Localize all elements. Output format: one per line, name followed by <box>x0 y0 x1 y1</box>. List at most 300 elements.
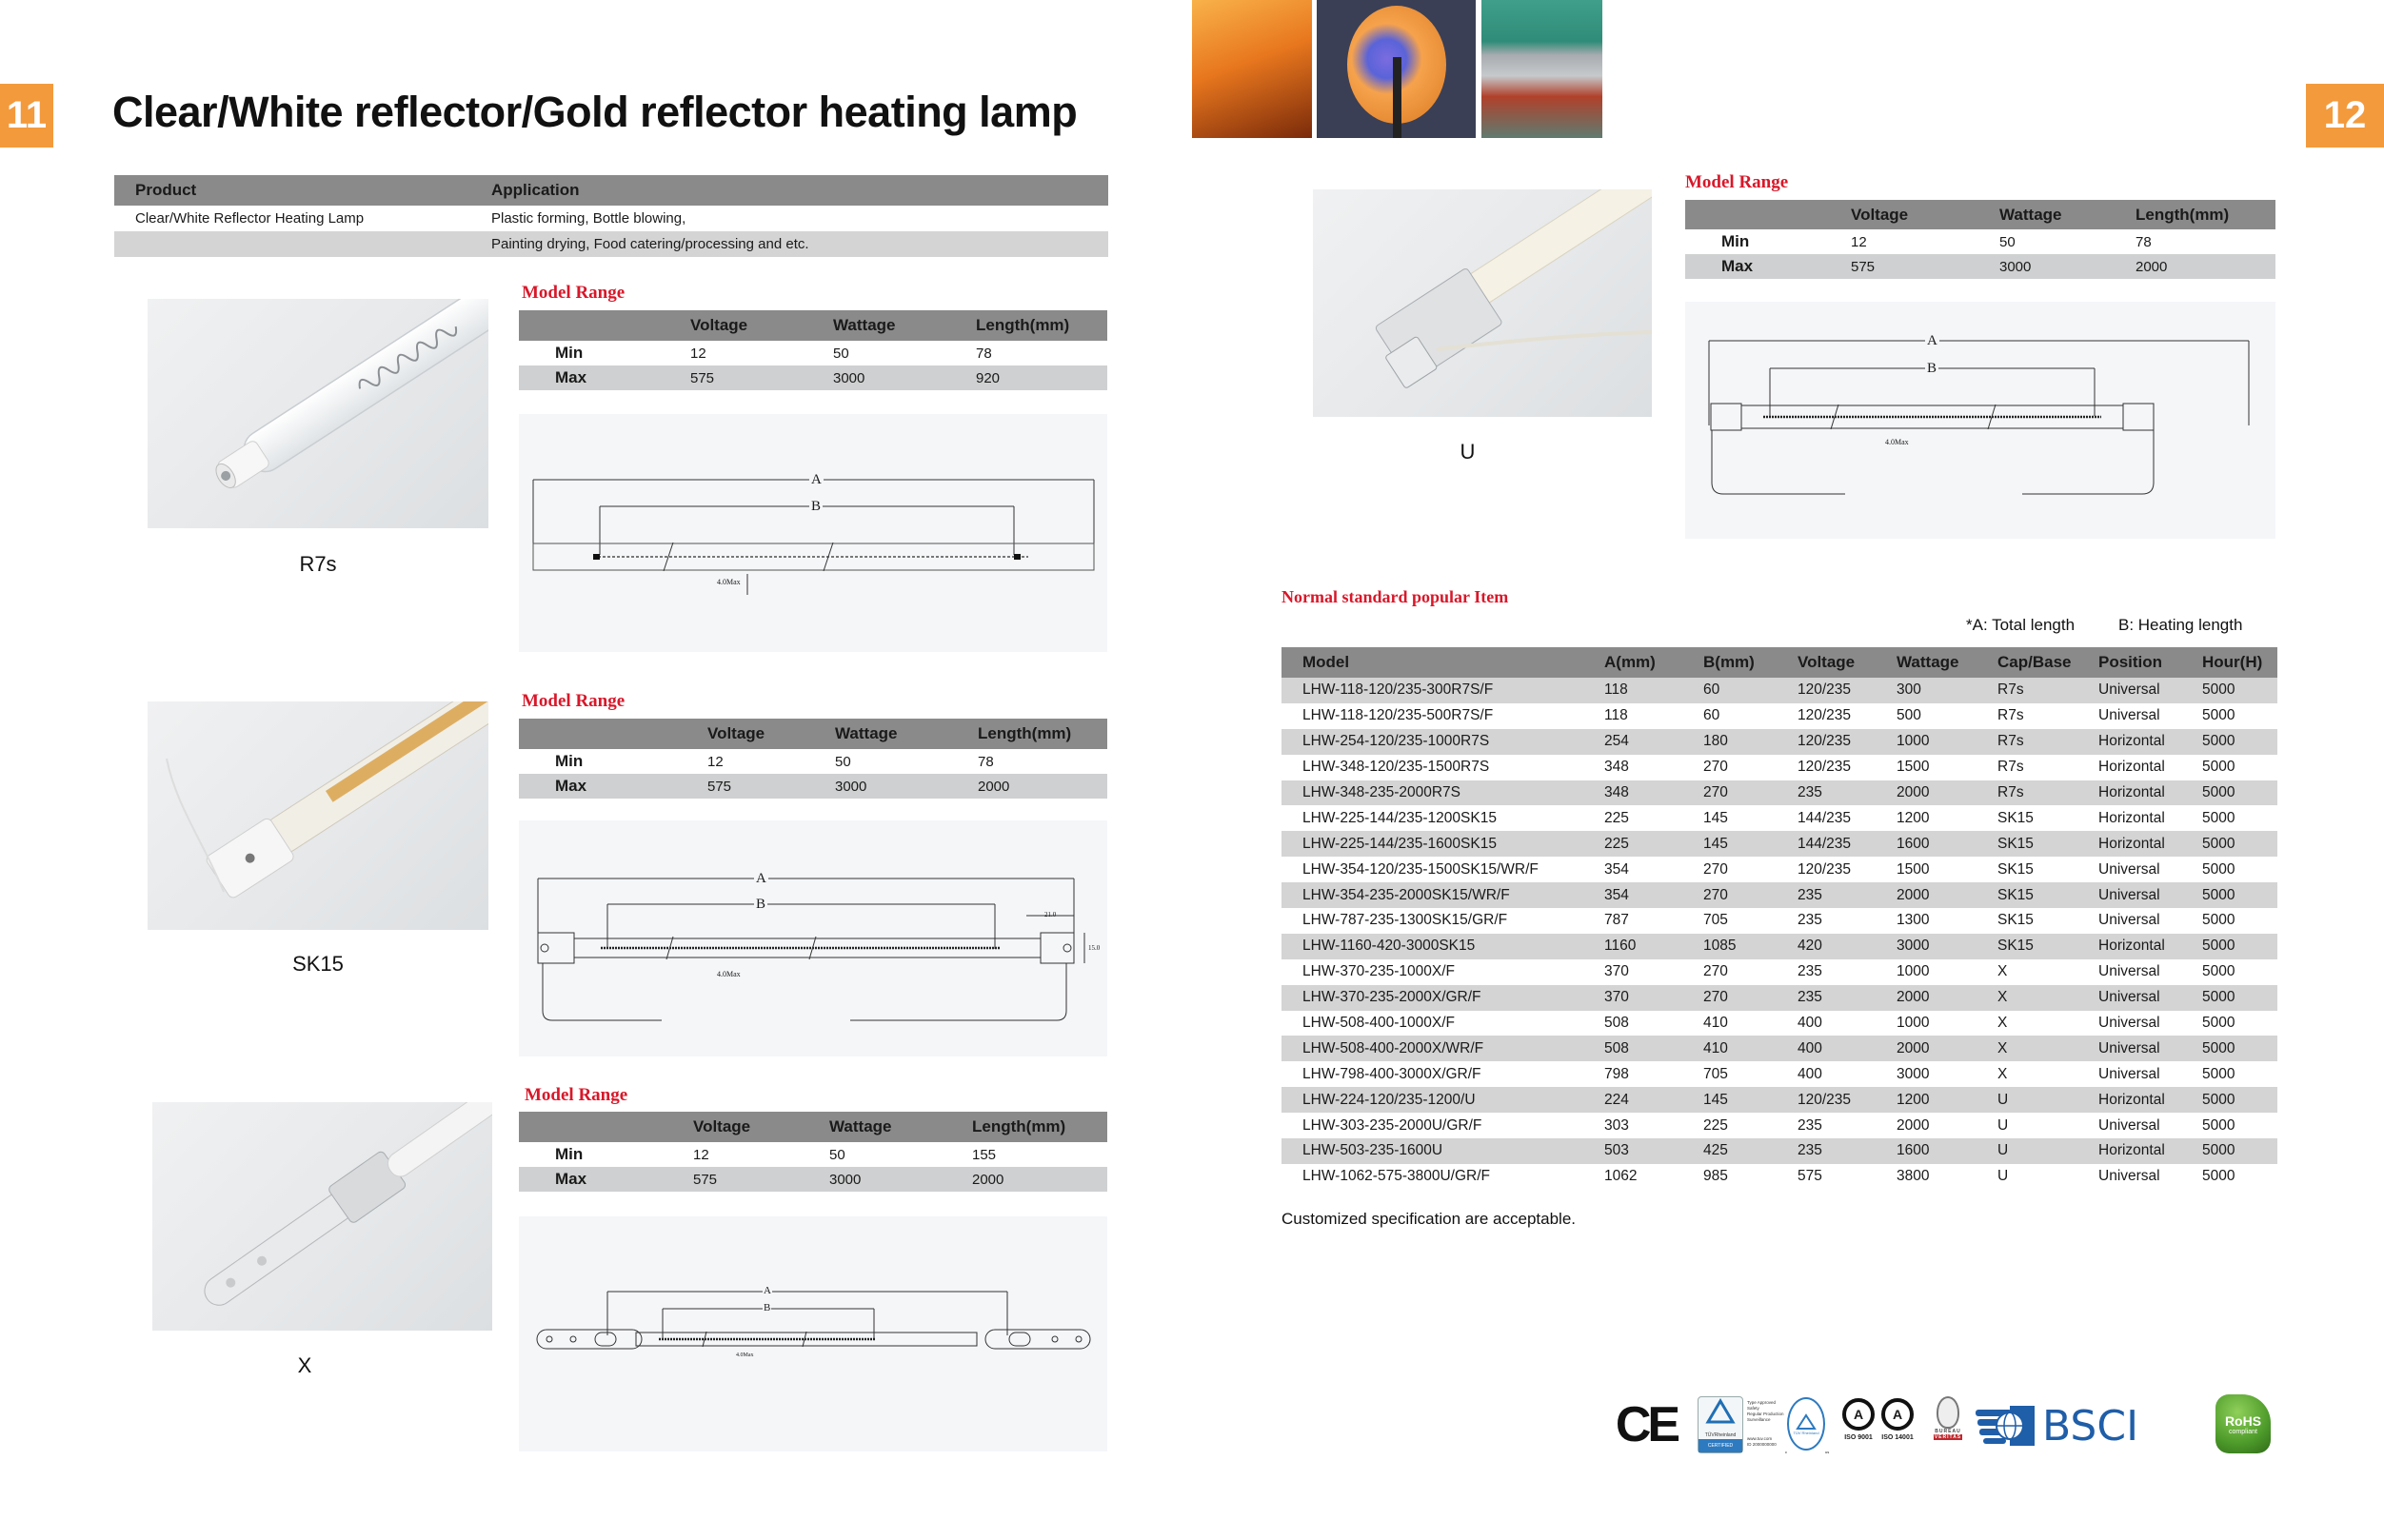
row-label: Max <box>555 777 587 795</box>
model-range-title: Model Range <box>522 691 626 711</box>
tuv-brand-text: TÜVRheinland <box>1704 1432 1737 1438</box>
cell-cap-base: R7s <box>1997 733 2024 750</box>
header-a-mm: A(mm) <box>1604 653 1656 671</box>
tuv-line: Type Approved <box>1747 1400 1777 1405</box>
cell-cap-base: R7s <box>1997 759 2024 776</box>
cell-hours: 5000 <box>2202 707 2235 724</box>
cell-a-mm: 798 <box>1604 1065 1629 1082</box>
cell-position: Horizontal <box>2098 938 2165 955</box>
header-length: Length(mm) <box>976 316 1070 334</box>
cell-model: LHW-503-235-1600U <box>1302 1142 1443 1159</box>
table-header <box>519 310 1107 341</box>
cell-application: Plastic forming, Bottle blowing, <box>491 210 686 227</box>
model-range-title: Model Range <box>522 283 626 303</box>
cell-position: Universal <box>2098 1168 2160 1185</box>
cell-voltage: 575 <box>707 778 732 795</box>
row-label: Min <box>555 752 584 770</box>
tuv-us-text: us <box>1825 1450 1830 1454</box>
row-label: Min <box>1721 232 1750 250</box>
cell-a-mm: 225 <box>1604 809 1629 826</box>
cell-position: Horizontal <box>2098 759 2165 776</box>
cell-cap-base: SK15 <box>1997 860 2034 878</box>
cell-cap-base: SK15 <box>1997 809 2034 826</box>
cell-hours: 5000 <box>2202 860 2235 878</box>
application-photo-conveyor <box>1481 0 1602 138</box>
cell-length: 155 <box>972 1146 997 1163</box>
cell-wattage: 3000 <box>829 1171 862 1188</box>
cell-length: 920 <box>976 369 1001 386</box>
row-label: Max <box>555 1170 587 1188</box>
cell-wattage: 3000 <box>1897 938 1930 955</box>
table-row <box>1281 1113 2277 1138</box>
lamp-type-label-x: X <box>297 1353 312 1377</box>
cell-a-mm: 508 <box>1604 1039 1629 1056</box>
cell-hours: 5000 <box>2202 1116 2235 1134</box>
cell-wattage: 1300 <box>1897 912 1930 929</box>
iso-14001-badge-icon: A ISO 14001 <box>1877 1398 1918 1441</box>
cell-length: 2000 <box>2136 258 2168 275</box>
cell-cap-base: SK15 <box>1997 886 2034 903</box>
cell-a-mm: 370 <box>1604 963 1629 980</box>
cell-a-mm: 1062 <box>1604 1168 1638 1185</box>
cell-hours: 5000 <box>2202 681 2235 699</box>
table-row-max <box>519 365 1107 390</box>
cell-cap-base: U <box>1997 1091 2009 1108</box>
tuv-line: Surveillance <box>1747 1417 1771 1422</box>
header-wattage: Wattage <box>835 724 898 742</box>
cell-cap-base: SK15 <box>1997 912 2034 929</box>
customization-footnote: Customized specification are acceptable. <box>1281 1210 1576 1228</box>
cell-wattage: 3000 <box>835 778 867 795</box>
cell-voltage: 575 <box>690 369 715 386</box>
cell-b-mm: 270 <box>1703 886 1728 903</box>
cell-voltage: 235 <box>1798 989 1822 1006</box>
product-application-table <box>114 175 1108 257</box>
cell-length: 2000 <box>978 778 1010 795</box>
cell-a-mm: 118 <box>1604 707 1628 724</box>
bureau-text: BUREAU <box>1935 1429 1961 1434</box>
table-row <box>1281 678 2277 703</box>
header-product: Product <box>135 181 197 199</box>
x-lamp-illustration <box>152 1102 492 1331</box>
cell-cap-base: X <box>1997 1039 2008 1056</box>
cell-model: LHW-798-400-3000X/GR/F <box>1302 1065 1481 1082</box>
u-technical-diagram <box>1685 302 2275 539</box>
cell-position: Universal <box>2098 1039 2160 1056</box>
table-row <box>1281 1164 2277 1190</box>
table-header <box>519 719 1107 749</box>
standard-items-title: Normal standard popular Item <box>1281 587 1509 606</box>
table-header <box>114 175 1108 206</box>
cell-b-mm: 1085 <box>1703 938 1737 955</box>
table-row <box>1281 908 2277 934</box>
cell-b-mm: 270 <box>1703 784 1728 800</box>
cell-voltage: 120/235 <box>1798 1091 1852 1108</box>
sk15-lamp-photo <box>148 701 488 930</box>
page-number-text: 11 <box>6 94 48 136</box>
rohs-text: RoHS <box>2224 1412 2262 1429</box>
iso-9001-badge-icon: A ISO 9001 <box>1839 1398 1877 1441</box>
table-header <box>519 1112 1107 1142</box>
cell-hours: 5000 <box>2202 912 2235 929</box>
cell-cap-base: X <box>1997 1015 2008 1032</box>
cell-model: LHW-348-120/235-1500R7S <box>1302 759 1490 776</box>
cell-a-mm: 254 <box>1604 733 1629 750</box>
cell-hours: 5000 <box>2202 886 2235 903</box>
cell-hours: 5000 <box>2202 1015 2235 1032</box>
table-row-min <box>519 1142 1107 1167</box>
cell-model: LHW-225-144/235-1200SK15 <box>1302 809 1497 826</box>
table-row-max <box>1685 254 2275 279</box>
cell-length: 78 <box>976 345 992 362</box>
cell-model: LHW-118-120/235-300R7S/F <box>1302 681 1494 699</box>
model-range-title: Model Range <box>1685 172 1789 192</box>
tuv-round-text: TÜV Rheinland <box>1793 1430 1819 1435</box>
tuv-line: Safety <box>1747 1406 1759 1411</box>
bsci-text: BSCI <box>2042 1401 2139 1451</box>
cell-a-mm: 370 <box>1604 989 1629 1006</box>
table-header <box>1685 200 2275 229</box>
cell-model: LHW-508-400-2000X/WR/F <box>1302 1039 1484 1056</box>
cell-b-mm: 705 <box>1703 1065 1728 1082</box>
cell-b-mm: 180 <box>1703 733 1728 750</box>
max-note-label: 4.0Max <box>717 970 741 978</box>
width-dimension-label: 21.0 <box>1044 911 1057 918</box>
cell-model: LHW-1062-575-3800U/GR/F <box>1302 1168 1490 1185</box>
cell-length: 78 <box>2136 233 2152 250</box>
header-voltage: Voltage <box>693 1117 751 1135</box>
cell-wattage: 50 <box>833 345 849 362</box>
cell-voltage: 235 <box>1798 912 1822 929</box>
table-row <box>1281 805 2277 831</box>
cell-wattage: 3000 <box>833 369 865 386</box>
cell-a-mm: 508 <box>1604 1015 1629 1032</box>
header-hours: Hour(H) <box>2202 653 2263 671</box>
cell-voltage: 235 <box>1798 1142 1822 1159</box>
cell-hours: 5000 <box>2202 835 2235 852</box>
cell-wattage: 2000 <box>1897 784 1930 800</box>
table-row <box>1281 1036 2277 1061</box>
r7s-technical-diagram <box>519 414 1107 652</box>
cell-cap-base: R7s <box>1997 707 2024 724</box>
header-voltage: Voltage <box>707 724 765 742</box>
cell-a-mm: 354 <box>1604 860 1629 878</box>
cell-hours: 5000 <box>2202 809 2235 826</box>
cell-hours: 5000 <box>2202 1091 2235 1108</box>
dimension-a-label: A <box>1927 333 1937 348</box>
table-header <box>1281 647 2277 678</box>
header-length: Length(mm) <box>2136 205 2230 224</box>
cell-model: LHW-224-120/235-1200/U <box>1302 1091 1476 1108</box>
ce-mark-icon <box>1614 1397 1679 1452</box>
cell-cap-base: U <box>1997 1116 2009 1134</box>
legend-b-note: B: Heating length <box>2118 616 2243 634</box>
cell-model: LHW-370-235-1000X/F <box>1302 963 1455 980</box>
dimension-a-label: A <box>756 871 766 886</box>
row-label: Max <box>1721 257 1754 275</box>
cell-cap-base: U <box>1997 1142 2009 1159</box>
cell-wattage: 1500 <box>1897 759 1930 776</box>
tuv-line: Regular Production <box>1747 1412 1784 1416</box>
cell-position: Horizontal <box>2098 733 2165 750</box>
cell-wattage: 500 <box>1897 707 1921 724</box>
cell-cap-base: SK15 <box>1997 938 2034 955</box>
page-title: Clear/White reflector/Gold reflector heating lamp <box>112 88 1078 136</box>
cell-hours: 5000 <box>2202 1039 2235 1056</box>
cell-b-mm: 270 <box>1703 989 1728 1006</box>
cell-model: LHW-118-120/235-500R7S/F <box>1302 707 1494 724</box>
x-technical-diagram <box>519 1216 1107 1451</box>
cell-b-mm: 270 <box>1703 860 1728 878</box>
cell-model: LHW-225-144/235-1600SK15 <box>1302 835 1497 852</box>
cell-wattage: 2000 <box>1897 989 1930 1006</box>
tuv-triangle-icon <box>1699 1397 1742 1428</box>
cell-voltage: 120/235 <box>1798 759 1852 776</box>
cell-b-mm: 145 <box>1703 835 1728 852</box>
dimension-b-label: B <box>811 499 822 514</box>
cell-position: Universal <box>2098 1015 2160 1032</box>
cell-wattage: 1000 <box>1897 1015 1930 1032</box>
cell-position: Horizontal <box>2098 784 2165 800</box>
cell-b-mm: 410 <box>1703 1039 1728 1056</box>
cell-cap-base: R7s <box>1997 681 2024 699</box>
tuv-c-text: c <box>1785 1450 1787 1454</box>
bsci-logo-icon <box>1974 1402 2155 1450</box>
cell-b-mm: 225 <box>1703 1116 1728 1134</box>
tuv-id: ID 2000000000 <box>1747 1442 1777 1447</box>
iso-9001-text: ISO 9001 <box>1844 1434 1873 1441</box>
table-row <box>1281 1061 2277 1087</box>
cell-voltage: 575 <box>1798 1168 1822 1185</box>
cell-voltage: 120/235 <box>1798 681 1852 699</box>
cell-hours: 5000 <box>2202 1142 2235 1159</box>
cell-application: Painting drying, Food catering/processing and etc. <box>491 236 809 252</box>
table-row <box>114 206 1108 231</box>
table-row-max <box>519 774 1107 799</box>
sk15-technical-diagram <box>519 820 1107 1056</box>
cell-cap-base: X <box>1997 989 2008 1006</box>
cell-b-mm: 270 <box>1703 963 1728 980</box>
cell-wattage: 300 <box>1897 681 1921 699</box>
iso-14001-text: ISO 14001 <box>1881 1434 1914 1441</box>
cell-model: LHW-1160-420-3000SK15 <box>1302 938 1476 955</box>
cell-wattage: 1600 <box>1897 835 1930 852</box>
table-row <box>1281 831 2277 857</box>
cell-hours: 5000 <box>2202 759 2235 776</box>
header-wattage: Wattage <box>1999 205 2062 224</box>
cell-b-mm: 60 <box>1703 707 1720 724</box>
certification-logos <box>1614 1394 2280 1461</box>
cell-a-mm: 303 <box>1604 1116 1629 1134</box>
cell-voltage: 12 <box>707 753 724 770</box>
cell-position: Universal <box>2098 860 2160 878</box>
header-position: Position <box>2098 653 2163 671</box>
table-row-min <box>1685 229 2275 254</box>
header-application: Application <box>491 181 580 199</box>
cell-wattage: 50 <box>829 1146 845 1163</box>
header-length: Length(mm) <box>978 724 1072 742</box>
cell-model: LHW-354-120/235-1500SK15/WR/F <box>1302 860 1539 878</box>
cell-b-mm: 985 <box>1703 1168 1728 1185</box>
dimension-b-label: B <box>756 897 766 912</box>
r7s-lamp-illustration <box>148 299 488 528</box>
cell-voltage: 144/235 <box>1798 809 1852 826</box>
cell-voltage: 120/235 <box>1798 733 1852 750</box>
cell-position: Horizontal <box>2098 835 2165 852</box>
cell-model: LHW-508-400-1000X/F <box>1302 1015 1455 1032</box>
cell-cap-base: SK15 <box>1997 835 2034 852</box>
cell-hours: 5000 <box>2202 733 2235 750</box>
table-row <box>1281 755 2277 780</box>
cell-voltage: 12 <box>690 345 706 362</box>
cell-wattage: 1500 <box>1897 860 1930 878</box>
table-row <box>1281 959 2277 985</box>
cell-wattage: 3000 <box>1999 258 2032 275</box>
cell-voltage: 120/235 <box>1798 860 1852 878</box>
tuv-triangle-icon <box>1796 1413 1817 1431</box>
cell-b-mm: 705 <box>1703 912 1728 929</box>
table-row <box>1281 985 2277 1011</box>
cell-voltage: 400 <box>1798 1039 1822 1056</box>
table-row-min <box>519 749 1107 774</box>
cell-model: LHW-254-120/235-1000R7S <box>1302 733 1490 750</box>
u-lamp-illustration <box>1313 189 1652 417</box>
cell-model: LHW-348-235-2000R7S <box>1302 784 1461 800</box>
cell-model: LHW-370-235-2000X/GR/F <box>1302 989 1481 1006</box>
max-note-label: 4.0Max <box>736 1352 754 1358</box>
max-note-label: 4.0Max <box>717 578 741 586</box>
cell-voltage: 12 <box>1851 233 1867 250</box>
cell-hours: 5000 <box>2202 989 2235 1006</box>
table-row <box>1281 780 2277 806</box>
dimension-b-label: B <box>1927 361 1937 376</box>
row-label: Max <box>555 368 587 386</box>
cell-b-mm: 425 <box>1703 1142 1728 1159</box>
cell-b-mm: 270 <box>1703 759 1728 776</box>
bsci-hand-globe-icon <box>1974 1404 2036 1448</box>
cell-a-mm: 787 <box>1604 912 1629 929</box>
legend-a-note: *A: Total length <box>1966 616 2076 634</box>
table-row <box>1281 1138 2277 1164</box>
cell-position: Universal <box>2098 707 2160 724</box>
model-range-table-u <box>1685 200 2275 279</box>
table-row <box>1281 934 2277 959</box>
dimension-a-label: A <box>764 1285 771 1296</box>
cell-hours: 5000 <box>2202 784 2235 800</box>
table-row <box>1281 729 2277 755</box>
cell-wattage: 1000 <box>1897 963 1930 980</box>
cell-wattage: 2000 <box>1897 1039 1930 1056</box>
cell-voltage: 235 <box>1798 963 1822 980</box>
cell-b-mm: 145 <box>1703 809 1728 826</box>
cell-model: LHW-354-235-2000SK15/WR/F <box>1302 886 1510 903</box>
cell-voltage: 235 <box>1798 1116 1822 1134</box>
cell-wattage: 1200 <box>1897 809 1930 826</box>
application-photo-paint-booth <box>1192 0 1312 138</box>
cell-voltage: 420 <box>1798 938 1822 955</box>
cell-hours: 5000 <box>2202 963 2235 980</box>
cell-position: Universal <box>2098 886 2160 903</box>
ce-text: CE <box>1615 1397 1678 1452</box>
cell-hours: 5000 <box>2202 938 2235 955</box>
cell-model: LHW-787-235-1300SK15/GR/F <box>1302 912 1508 929</box>
table-row <box>114 231 1108 257</box>
tuv-certified-badge-icon <box>1698 1396 1743 1453</box>
tuv-status-text: CERTIFIED <box>1699 1439 1742 1452</box>
cell-length: 2000 <box>972 1171 1004 1188</box>
tuv-info-text <box>1747 1400 1785 1448</box>
model-range-table-x <box>519 1112 1107 1192</box>
r7s-lamp-photo <box>148 299 488 528</box>
cell-position: Universal <box>2098 989 2160 1006</box>
cell-wattage: 3800 <box>1897 1168 1930 1185</box>
cell-voltage: 235 <box>1798 886 1822 903</box>
cell-a-mm: 354 <box>1604 886 1629 903</box>
max-note-label: 4.0Max <box>1885 438 1909 446</box>
cell-a-mm: 225 <box>1604 835 1629 852</box>
table-row <box>1281 1087 2277 1113</box>
cell-wattage: 2000 <box>1897 1116 1930 1134</box>
cell-wattage: 3000 <box>1897 1065 1930 1082</box>
cell-position: Universal <box>2098 1065 2160 1082</box>
cell-model: LHW-303-235-2000U/GR/F <box>1302 1116 1482 1134</box>
cell-wattage: 1000 <box>1897 733 1930 750</box>
lamp-type-label-r7s: R7s <box>299 552 337 576</box>
cell-a-mm: 348 <box>1604 784 1629 800</box>
cell-cap-base: U <box>1997 1168 2009 1185</box>
table-row-max <box>519 1167 1107 1192</box>
table-row <box>1281 882 2277 908</box>
cell-a-mm: 348 <box>1604 759 1629 776</box>
table-row <box>1281 703 2277 729</box>
header-wattage: Wattage <box>833 316 896 334</box>
cell-voltage: 235 <box>1798 784 1822 800</box>
cell-position: Horizontal <box>2098 1142 2165 1159</box>
header-cap-base: Cap/Base <box>1997 653 2072 671</box>
height-dimension-label: 15.0 <box>1088 944 1101 952</box>
cell-hours: 5000 <box>2202 1065 2235 1082</box>
header-voltage: Voltage <box>1851 205 1909 224</box>
cell-position: Universal <box>2098 912 2160 929</box>
cell-cap-base: R7s <box>1997 784 2024 800</box>
cell-voltage: 12 <box>693 1146 709 1163</box>
cell-voltage: 575 <box>1851 258 1876 275</box>
standard-items-table <box>1281 647 2277 1190</box>
page-number-right <box>2306 84 2384 148</box>
tuv-site: www.tuv.com <box>1747 1436 1773 1441</box>
cell-a-mm: 503 <box>1604 1142 1629 1159</box>
cell-b-mm: 410 <box>1703 1015 1728 1032</box>
page-number-left <box>0 84 53 148</box>
table-row <box>1281 1011 2277 1037</box>
header-voltage: Voltage <box>1798 653 1856 671</box>
lamp-type-label-sk15: SK15 <box>292 952 344 976</box>
x-lamp-photo <box>152 1102 492 1331</box>
cell-a-mm: 224 <box>1604 1091 1629 1108</box>
cell-product: Clear/White Reflector Heating Lamp <box>135 210 365 227</box>
cell-voltage: 120/235 <box>1798 707 1852 724</box>
cell-position: Universal <box>2098 681 2160 699</box>
veritas-text: VERITAS <box>1934 1434 1962 1440</box>
lamp-type-label-u: U <box>1460 440 1476 464</box>
header-wattage: Wattage <box>1897 653 1959 671</box>
cell-wattage: 1200 <box>1897 1091 1930 1108</box>
cell-a-mm: 118 <box>1604 681 1628 699</box>
cell-wattage: 50 <box>1999 233 2016 250</box>
model-range-table-sk15 <box>519 719 1107 799</box>
row-label: Min <box>555 1145 584 1163</box>
cell-voltage: 144/235 <box>1798 835 1852 852</box>
